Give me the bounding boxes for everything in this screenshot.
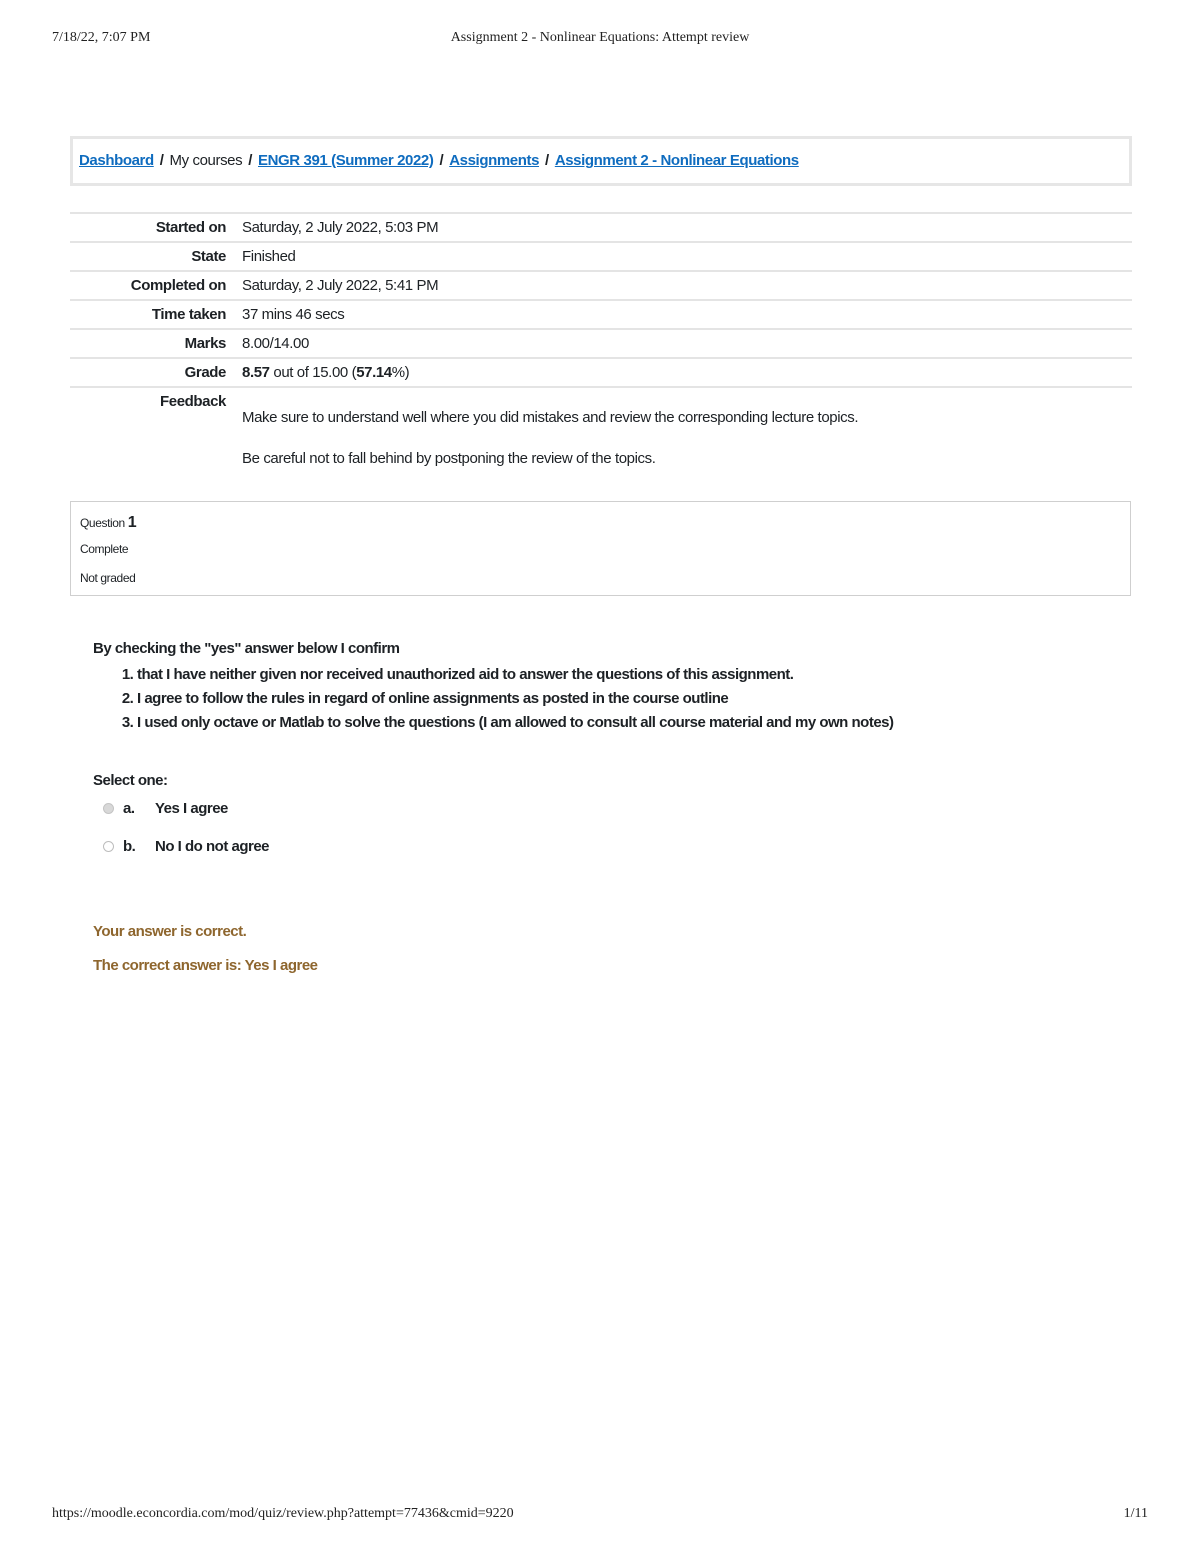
summary-row-marks bbox=[70, 329, 1132, 358]
print-url: https://moodle.econcordia.com/mod/quiz/review.php?attempt=77436&cmid=9220 bbox=[52, 1506, 514, 1521]
radio-checked-icon[interactable] bbox=[103, 803, 114, 814]
summary-row-started bbox=[70, 213, 1132, 242]
select-one-prompt: Select one: bbox=[93, 772, 168, 789]
breadcrumb-separator: / bbox=[545, 152, 549, 169]
question-grade: Not graded bbox=[80, 571, 136, 585]
option-letter: a. bbox=[123, 800, 135, 817]
option-text: No I do not agree bbox=[155, 838, 270, 855]
summary-row-time bbox=[70, 300, 1132, 329]
grade-out-of: out of 15.00 ( bbox=[273, 364, 357, 381]
completed-value: Saturday, 2 July 2022, 5:41 PM bbox=[240, 271, 1132, 300]
breadcrumb-separator: / bbox=[248, 152, 252, 169]
time-value: 37 mins 46 secs bbox=[240, 300, 1132, 329]
summary-row-completed bbox=[70, 271, 1132, 300]
breadcrumb-my-courses: My courses bbox=[169, 152, 243, 169]
answer-feedback: Your answer is correct. bbox=[93, 923, 247, 940]
breadcrumb-course-link[interactable]: ENGR 391 (Summer 2022) bbox=[258, 152, 434, 169]
breadcrumb-assignment-link[interactable]: Assignment 2 - Nonlinear Equations bbox=[554, 152, 799, 169]
list-item: 2. I agree to follow the rules in regard of online assignments as posted in the course outline bbox=[137, 687, 894, 711]
feedback-text-1: Make sure to understand well where you did mistakes and review the corresponding lecture topics. bbox=[242, 409, 859, 426]
question-number bbox=[80, 514, 136, 532]
grade-close: %) bbox=[391, 364, 410, 381]
marks-label: Marks bbox=[70, 329, 240, 358]
question-state: Complete bbox=[80, 542, 129, 556]
breadcrumb-container bbox=[70, 136, 1132, 186]
marks-value: 8.00/14.00 bbox=[240, 329, 1132, 358]
option-letter: b. bbox=[123, 838, 136, 855]
correct-answer: The correct answer is: Yes I agree bbox=[93, 957, 318, 974]
breadcrumb-dashboard-link[interactable]: Dashboard bbox=[79, 152, 154, 169]
time-label: Time taken bbox=[70, 300, 240, 329]
list-item: 3. I used only octave or Matlab to solve the questions (I am allowed to consult all course material and my own notes) bbox=[137, 711, 894, 735]
attempt-summary-table bbox=[70, 212, 1132, 469]
print-page-number: 1/11 bbox=[1123, 1506, 1148, 1521]
grade-score: 8.57 bbox=[242, 364, 270, 381]
summary-row-feedback bbox=[70, 387, 1132, 469]
summary-row-grade bbox=[70, 358, 1132, 387]
breadcrumb-separator: / bbox=[159, 152, 164, 169]
print-datetime: 7/18/22, 7:07 PM bbox=[52, 30, 151, 45]
breadcrumb bbox=[79, 152, 799, 169]
question-intro: By checking the "yes" answer below I confirm bbox=[93, 640, 400, 657]
feedback-text-2: Be careful not to fall behind by postponing the review of the topics. bbox=[242, 450, 656, 467]
started-value: Saturday, 2 July 2022, 5:03 PM bbox=[240, 213, 1132, 242]
list-item: 1. that I have neither given nor received unauthorized aid to answer the questions of this assignment. bbox=[137, 663, 894, 687]
state-label: State bbox=[70, 242, 240, 271]
option-text: Yes I agree bbox=[155, 800, 228, 817]
answer-option-b[interactable] bbox=[103, 838, 269, 855]
started-label: Started on bbox=[70, 213, 240, 242]
feedback-label: Feedback bbox=[70, 387, 240, 469]
question-label: Question bbox=[80, 516, 125, 530]
print-title: Assignment 2 - Nonlinear Equations: Attempt review bbox=[450, 30, 750, 45]
grade-percent: 57.14 bbox=[356, 364, 392, 381]
completed-label: Completed on bbox=[70, 271, 240, 300]
question-info bbox=[70, 501, 1131, 596]
answer-option-a[interactable] bbox=[103, 800, 228, 817]
grade-label: Grade bbox=[70, 358, 240, 387]
summary-row-state bbox=[70, 242, 1132, 271]
question-number-value: 1 bbox=[127, 514, 137, 531]
grade-value bbox=[240, 358, 1132, 387]
radio-unchecked-icon[interactable] bbox=[103, 841, 114, 852]
question-text bbox=[93, 640, 894, 735]
confirmation-list bbox=[93, 663, 894, 735]
feedback-value bbox=[240, 387, 1132, 469]
state-value: Finished bbox=[240, 242, 1132, 271]
breadcrumb-separator: / bbox=[439, 152, 444, 169]
breadcrumb-assignments-link[interactable]: Assignments bbox=[449, 152, 540, 169]
